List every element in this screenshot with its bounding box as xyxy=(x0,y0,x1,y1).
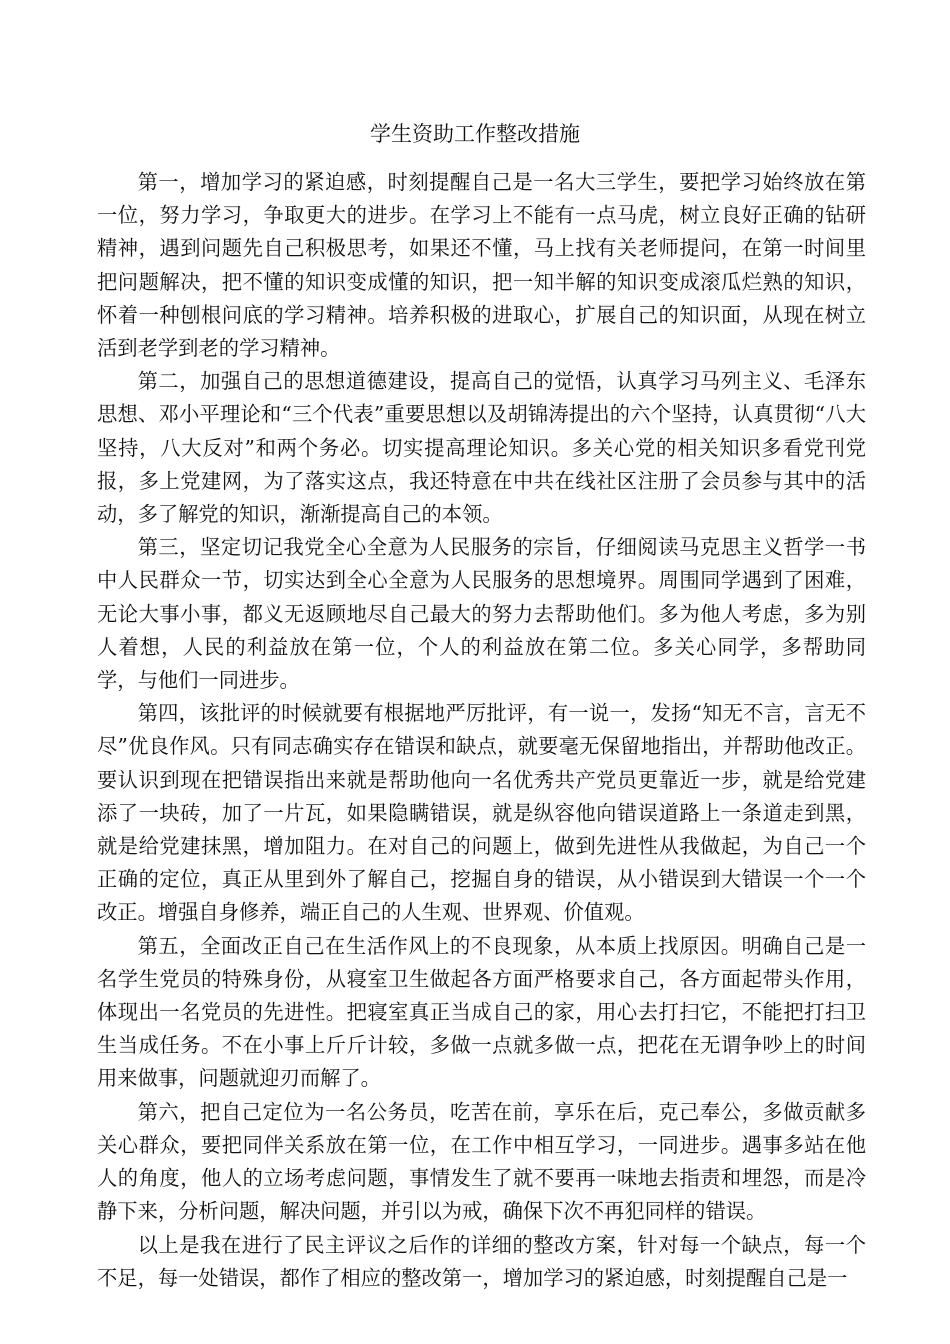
document-title: 学生资助工作整改措施 xyxy=(370,122,580,146)
document-body xyxy=(97,166,866,1295)
paragraph-4: 第四，该批评的时候就要有根据地严厉批评，有一说一，发扬“知无不言，言无不尽”优良作风。只有同志确实存在错误和缺点，就要毫无保留地指出，并帮助他改正。要认识到现在把错误指出来就是帮助他向一名优秀共产党员更靠近一步，就是给党建添了一块砖，加了一片瓦，如果隐瞒错误，就是纵容他向错误道路上一条道走到黑，就是给党建抹黑，增加阻力。在对自己的问题上，做到先进性从我做起，为自己一个正确的定位，真正从里到外了解自己，挖掘自身的错误，从小错误到大错误一个一个改正。增强自身修养，端正自己的人生观、世界观、价值观。 xyxy=(97,701,866,925)
paragraph-7: 以上是我在进行了民主评议之后作的详细的整改方案，针对每一个缺点，每一个不足，每一处错误，都作了相应的整改第一，增加学习的紧迫感，时刻提醒自己是一 xyxy=(97,1232,866,1290)
paragraph-3: 第三，坚定切记我党全心全意为人民服务的宗旨，仔细阅读马克思主义哲学一书中人民群众一节，切实达到全心全意为人民服务的思想境界。周围同学遇到了困难，无论大事小事，都义无返顾地尽自己最大的努力去帮助他们。多为他人考虑，多为别人着想，人民的利益放在第一位，个人的利益放在第二位。多关心同学，多帮助同学，与他们一同进步。 xyxy=(97,535,866,693)
paragraph-2: 第二，加强自己的思想道德建设，提高自己的觉悟，认真学习马列主义、毛泽东思想、邓小平理论和“三个代表”重要思想以及胡锦涛提出的六个坚持，认真贯彻“八大坚持，八大反对”和两个务必。切实提高理论知识。多关心党的相关知识多看党刊党报，多上党建网，为了落实这点，我还特意在中共在线社区注册了会员参与其中的活动，多了解党的知识，渐渐提高自己的本领。 xyxy=(97,369,866,527)
paragraph-6: 第六，把自己定位为一名公务员，吃苦在前，享乐在后，克己奉公，多做贡献多关心群众，要把同伴关系放在第一位，在工作中相互学习，一同进步。遇事多站在他人的角度，他人的立场考虑问题，事情发生了就不要再一味地去指责和埋怨，而是冷静下来，分析问题，解决问题，并引以为戒，确保下次不再犯同样的错误。 xyxy=(97,1099,866,1224)
paragraph-5: 第五，全面改正自己在生活作风上的不良现象，从本质上找原因。明确自己是一名学生党员的特殊身份，从寝室卫生做起各方面严格要求自己，各方面起带头作用，体现出一名党员的先进性。把寝室真正当成自己的家，用心去打扫它，不能把打扫卫生当成任务。不在小事上斤斤计较，多做一点就多做一点，把花在无谓争吵上的时间用来做事，问题就迎刃而解了。 xyxy=(97,933,866,1091)
paragraph-1: 第一，增加学习的紧迫感，时刻提醒自己是一名大三学生，要把学习始终放在第一位，努力学习，争取更大的进步。在学习上不能有一点马虎，树立良好正确的钻研精神，遇到问题先自己积极思考，如果还不懂，马上找有关老师提问，在第一时间里把问题解决，把不懂的知识变成懂的知识，把一知半解的知识变成滚瓜烂熟的知识，怀着一种刨根问底的学习精神。培养积极的进取心，扩展自己的知识面，从现在树立活到老学到老的学习精神。 xyxy=(97,170,866,361)
